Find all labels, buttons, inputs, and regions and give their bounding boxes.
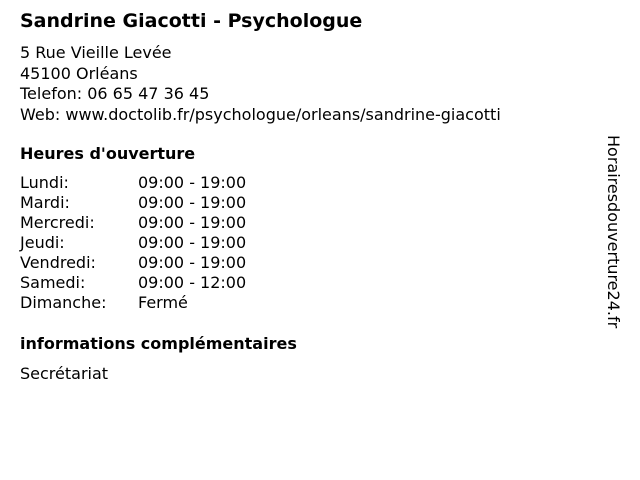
opening-hours-table [20,173,246,313]
hours-row-thursday [20,233,246,253]
day-label: Samedi: [20,273,86,292]
day-hours: 09:00 - 12:00 [138,273,247,292]
hours-row-tuesday [20,193,246,213]
day-label: Mardi: [20,193,70,212]
site-watermark: Horairesdouverture24.fr [604,135,623,329]
day-hours: 09:00 - 19:00 [138,253,247,272]
website-link[interactable]: Web: www.doctolib.fr/psychologue/orleans/sandrine-giacotti [20,104,501,124]
day-label: Mercredi: [20,213,95,232]
contact-block [20,43,501,125]
hours-row-wednesday [20,213,246,233]
day-hours: Fermé [138,293,188,312]
additional-info-heading: informations complémentaires [20,334,297,353]
day-label: Lundi: [20,173,69,192]
address-street: 5 Rue Vieille Levée [20,43,172,62]
address-city: 45100 Orléans [20,63,138,83]
hours-row-friday [20,253,246,273]
day-label: Dimanche: [20,293,107,312]
hours-row-monday [20,173,246,193]
hours-row-saturday [20,273,246,293]
day-hours: 09:00 - 19:00 [138,233,247,252]
page-title: Sandrine Giacotti - Psychologue [20,10,363,32]
day-hours: 09:00 - 19:00 [138,193,247,212]
additional-info-text: Secrétariat [20,364,109,383]
day-hours: 09:00 - 19:00 [138,173,247,192]
day-label: Vendredi: [20,253,96,272]
opening-hours-heading: Heures d'ouverture [20,144,196,163]
hours-row-sunday [20,293,246,313]
phone-number: Telefon: 06 65 47 36 45 [20,84,210,103]
day-hours: 09:00 - 19:00 [138,213,247,232]
day-label: Jeudi: [20,233,65,252]
